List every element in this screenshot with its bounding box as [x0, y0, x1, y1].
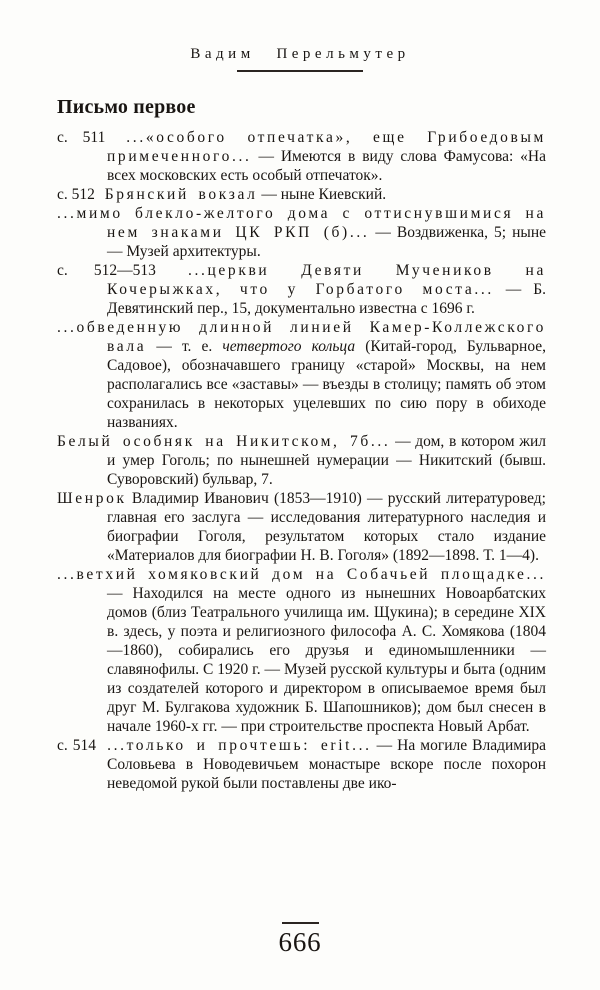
- entry-text-normal: — Находился на месте одного из нынешних Новоарбатских домов (близ Театрального училища им. Щукина); в середине XIX в. здесь, у поэта и религиозного философа А. С. Хомякова (1804—1860), собирались его друзья и единомышленники — славянофилы. С 1920 г. — Музей русской культуры и быта (одним из создателей которого и директором в описываемое время был друг М. Булгакова художник Б. Шапошников); дом был снесен в начале 1960-х гг. — при строительстве проспекта Новый Арбат.: [107, 585, 546, 735]
- entry-text-spaced: ...только и прочтешь: erit...: [107, 737, 372, 754]
- commentary-entry: [57, 261, 546, 318]
- entry-text-normal: — На могиле Владимира Соловьева в Новодевичьем монастыре вскоре после похорон неведомой рукой были поставлены две ико-: [107, 737, 546, 792]
- entry-text-normal: — ныне Киевский.: [261, 186, 387, 203]
- entry-text-normal: — Б. Девятинский пер., 15, документально известна с 1696 г.: [107, 281, 546, 317]
- entry-text-normal: — Имеются в виду слова Фамусова: «На всех московских есть особый отпечаток».: [107, 148, 547, 184]
- commentary-entry: [57, 489, 546, 565]
- entry-text-normal: — Воздвиженка, 5; ныне — Музей архитектуры.: [107, 224, 547, 260]
- entry-page-ref: с. 512—513: [57, 262, 156, 279]
- entry-page-ref: с. 512: [57, 186, 95, 203]
- entry-text-spaced: Белый особняк на Никитском, 7б...: [57, 433, 391, 450]
- entry-text-spaced: Шенрок: [57, 490, 127, 507]
- commentary-entry: [57, 185, 546, 204]
- entry-page-ref: с. 511: [57, 129, 106, 146]
- commentary-entry: [57, 204, 546, 261]
- entry-text-normal: Владимир Иванович (1853—1910) — русский литературовед; главная его заслуга — исследования литературного наследия и биографии Гоголя, результатом которых стало издание «Материалов для биографии Н. В. Гоголя» (1892—1898. Т. 1—4).: [107, 490, 546, 564]
- commentary-entry: [57, 565, 546, 736]
- page-footer: [0, 922, 600, 956]
- page-number-rule: [282, 922, 319, 924]
- entry-text-spaced: ...ветхий хомяковский дом на Собачьей площадке...: [57, 566, 546, 583]
- entry-text-spaced: ...«особого отпечатка», еще Грибоедовым примеченного...: [107, 129, 547, 165]
- entry-text-spaced: ...мимо блекло-желтого дома с оттиснувшимися на нем знаками ЦК РКП (б)...: [57, 205, 546, 241]
- section-title: Письмо первое: [57, 96, 196, 118]
- entry-page-ref: с. 514: [57, 737, 97, 754]
- commentary-entry: [57, 736, 546, 793]
- commentary-entry: [57, 318, 546, 432]
- entry-text-spaced: ...церкви Девяти Мучеников на Кочерыжках, что у Горбатого моста...: [107, 262, 546, 298]
- entries-list: [57, 128, 546, 793]
- running-head-rule: [237, 70, 363, 72]
- entry-text-normal: (Китай-город, Бульварное, Садовое), обозначавшего границу «старой» Москвы, на нем располагались все «заставы» — въезды в столицу; память об этом сохранилась в некоторых уцелевших по сию пору в обиходе названиях.: [107, 338, 547, 431]
- entry-text-normal: — дом, в котором жил и умер Гоголь; по нынешней нумерации — Никитский (бывш. Суворовский) бульвар, 7.: [107, 433, 546, 488]
- entry-text-normal: — т. е.: [156, 338, 213, 355]
- entry-text-spaced: ...обведенную длинной линией Камер-Коллежского вала: [57, 319, 546, 355]
- running-head: Вадим Перельмутер: [190, 46, 410, 62]
- entry-text-italic: четвертого кольца: [222, 338, 356, 355]
- entry-text-spaced: Брянский вокзал: [104, 186, 258, 203]
- commentary-entry: [57, 128, 546, 185]
- page-number: 666: [278, 927, 322, 957]
- commentary-entry: [57, 432, 546, 489]
